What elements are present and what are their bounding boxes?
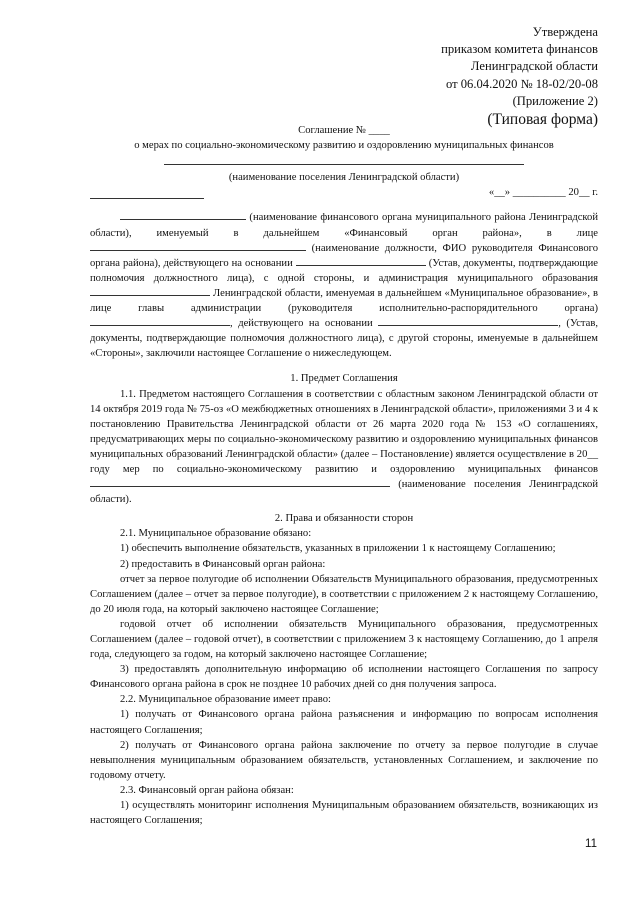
- settlement-underline: [164, 163, 524, 165]
- section-2-item: 1) осуществлять мониторинг исполнения Муниципальным образованием обязательств, возникающих из настоящего Соглашения;: [90, 800, 598, 827]
- section-2-item: отчет за первое полугодие об исполнении Обязательств Муниципального образования, предусмотренных Соглашением (далее – отчет за первое полугодие), в соответствии с приложением 2 к настоящему Соглашению, до 20 июля года, на который заключено настоящее Соглашение;: [90, 573, 598, 615]
- parties-text: (наименование финансового органа муниципального района Ленинградской области), именуемый в дальнейшем «Финансовый орган района», в лице: [90, 212, 598, 239]
- parties-text: Ленинградской области, именуемая в дальнейшем «Муниципальное образование», в лице главы администрации (руководителя исполнительно-распорядительного органа): [90, 287, 598, 315]
- section-2-item: 2.2. Муниципальное образование имеет право:: [120, 694, 331, 706]
- settlement-blank: [90, 155, 598, 170]
- agreement-subject: о мерах по социально-экономическому развитию и оздоровлению муниципальных финансов: [134, 140, 554, 152]
- parties-text: (наименование должности, ФИО руководителя Финансового органа района), действующего на основании: [90, 242, 598, 269]
- approval-line: Ленинградской области: [470, 59, 598, 74]
- section-2-item: 1) обеспечить выполнение обязательств, указанных в приложении 1 к настоящему Соглашению;: [120, 543, 556, 555]
- parties-text: , (Устав, документы, подтверждающие полномочия должностного лица), с другой стороны, именуемые в дальнейшем «Стороны», заключили настоящее Соглашение о нижеследующем.: [90, 318, 599, 360]
- section-1-paragraph: [90, 387, 598, 508]
- agreement-date: «__» __________ 20__ г.: [488, 187, 598, 199]
- blank-underline: [90, 485, 390, 487]
- parties-text: , действующего на основании: [230, 318, 373, 330]
- approval-stamp: [441, 24, 598, 129]
- section-1-tail: (наименование поселения Ленинградской области).: [90, 479, 598, 506]
- blank-underline: [90, 294, 210, 296]
- page-number: 11: [585, 838, 597, 850]
- parties-text: (Устав, документы, подтверждающие полномочия должностного лица), с одной стороны, и администрация муниципального образования: [90, 257, 598, 284]
- form-type-label: (Типовая форма): [487, 111, 598, 129]
- agreement-title: Соглашение № ____: [298, 125, 390, 136]
- approval-line: Утверждена: [532, 25, 598, 39]
- settlement-caption: (наименование поселения Ленинградской области): [228, 172, 460, 184]
- blank-underline: [378, 324, 558, 326]
- document-body: [90, 123, 598, 828]
- place-underline: [90, 197, 204, 199]
- blank-underline: [90, 324, 230, 326]
- section-2-item: 2) получать от Финансового органа района заключение по отчету за первое полугодие в случае невыполнения муниципальным образованием обязательств, установленных Соглашением, и заключение по годовому отчету.: [90, 739, 598, 781]
- blank-underline: [120, 218, 246, 220]
- blank-underline: [296, 264, 426, 266]
- section-2-heading: 2. Права и обязанности сторон: [274, 513, 414, 525]
- blank-underline: [90, 249, 306, 251]
- parties-paragraph: [90, 210, 598, 361]
- section-2-item: 1) получать от Финансового органа района разъяснения и информацию по вопросам исполнения настоящего Соглашения;: [90, 709, 598, 736]
- approval-line: приказом комитета финансов: [441, 42, 598, 57]
- place-date-row: [90, 185, 598, 200]
- section-2-item: 2.1. Муниципальное образование обязано:: [120, 528, 312, 540]
- section-2-item: 3) предоставлять дополнительную информацию об исполнении настоящего Соглашения по запросу Финансового органа района в срок не позднее 10 рабочих дней со дня получения запроса.: [90, 664, 598, 691]
- section-1-heading: 1. Предмет Соглашения: [290, 373, 398, 385]
- section-2-item: 2.3. Финансовый орган района обязан:: [120, 784, 294, 796]
- section-2-item: 2) предоставить в Финансовый орган района:: [120, 558, 326, 570]
- approval-line: от 06.04.2020 № 18-02/20-08: [445, 76, 598, 91]
- approval-line: (Приложение 2): [512, 93, 598, 108]
- section-1-text: 1.1. Предметом настоящего Соглашения в соответствии с областным законом Ленинградской области от 14 октября 2019 года № 75-оз «О межбюджетных отношениях в Ленинградской области», приложениями 3 и 4 к постановлению Правительства Ленинградской области от 26 марта 2020 года № 153 «О соглашениях, предусматривающих меры по социально-экономическому развитию и оздоровлению муниципальных финансов муниципальных образований Ленинградской области» (далее – Постановление) является осуществление в 20__ году мер по социально-экономическому развитию и оздоровлению муниципальных финансов: [90, 388, 598, 475]
- section-2-item: годовой отчет об исполнении обязательств Муниципального образования, предусмотренных Соглашением (далее – годовой отчет), в соответствии с приложением 3 к настоящему Соглашению, до 1 апреля года, следующего за годом, на который заключено настоящее Соглашение;: [90, 618, 598, 661]
